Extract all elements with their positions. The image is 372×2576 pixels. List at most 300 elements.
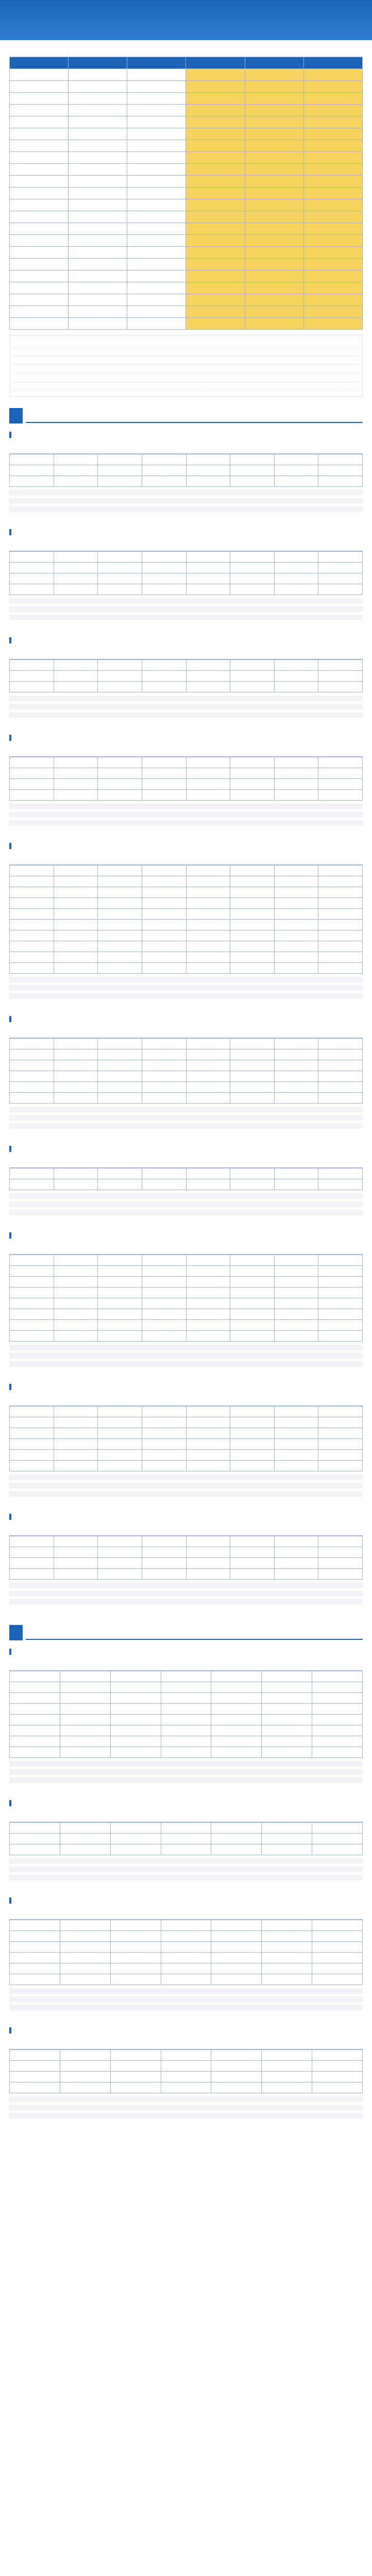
section-table-cell xyxy=(10,952,54,963)
section-table-cell xyxy=(142,1417,186,1428)
summary-table-cell xyxy=(303,235,362,247)
summary-table-cell xyxy=(303,259,362,270)
summary-table-cell xyxy=(303,164,362,176)
section-table-row xyxy=(10,1331,363,1342)
section-table-cell xyxy=(230,866,275,876)
note-line xyxy=(9,1361,363,1367)
section-table-row xyxy=(10,887,363,898)
note-line xyxy=(9,506,363,512)
section-table-cell xyxy=(318,454,363,465)
summary-table-cell xyxy=(303,152,362,164)
section-table-cell xyxy=(186,476,230,487)
summary-table-row xyxy=(10,306,363,318)
summary-table-cell xyxy=(10,235,69,247)
summary-table-cell xyxy=(303,116,362,128)
summary-table-cell xyxy=(10,318,69,330)
section-table-cell xyxy=(274,476,318,487)
section-table-cell xyxy=(98,898,142,909)
section-table-cell xyxy=(186,1331,230,1342)
section-table-cell xyxy=(262,1844,312,1855)
section-table-cell xyxy=(230,660,275,671)
section-table-cell xyxy=(142,941,186,952)
section-table-cell xyxy=(318,876,363,887)
section-table-cell xyxy=(161,2072,211,2082)
section-table-row xyxy=(10,1963,363,1974)
section-table-cell xyxy=(60,1736,110,1747)
section-table-cell xyxy=(142,682,186,692)
section-table-cell xyxy=(10,768,54,779)
note-line xyxy=(9,2005,363,2010)
section-table-cell xyxy=(186,552,230,563)
section-table-cell xyxy=(274,1428,318,1439)
section-subtitle xyxy=(9,2039,363,2047)
section-table-cell xyxy=(98,1039,142,1049)
section-table-cell xyxy=(211,1963,262,1974)
section-price-table xyxy=(9,1038,363,1104)
section-table-cell xyxy=(274,1255,318,1266)
section-table-cell xyxy=(142,573,186,584)
summary-table-row xyxy=(10,69,363,81)
section-table-cell xyxy=(274,563,318,573)
section-table-cell xyxy=(98,876,142,887)
summary-table-cell xyxy=(186,81,245,93)
section-table-cell xyxy=(10,1439,54,1450)
section-table-cell xyxy=(274,1536,318,1547)
summary-table-cell xyxy=(245,69,303,81)
section-table-cell xyxy=(60,1823,110,1834)
section-table-cell xyxy=(98,930,142,941)
section-table-cell xyxy=(54,941,98,952)
section-table-cell xyxy=(186,1255,230,1266)
section-table-cell xyxy=(54,1071,98,1082)
section-table-cell xyxy=(318,1309,363,1320)
section-table-cell xyxy=(54,1255,98,1266)
section-table-cell xyxy=(110,1736,161,1747)
note-line xyxy=(9,712,363,718)
summary-table-cell xyxy=(245,164,303,176)
summary-table-cell xyxy=(69,270,127,282)
section-table-cell xyxy=(312,1963,363,1974)
note-line xyxy=(9,490,363,496)
section-table-cell xyxy=(161,1953,211,1963)
section-table-cell xyxy=(98,1287,142,1298)
summary-table-cell xyxy=(186,223,245,235)
section-table-cell xyxy=(230,563,275,573)
section-table-cell xyxy=(211,1920,262,1931)
section-table-cell xyxy=(318,584,363,595)
section-table-cell xyxy=(274,757,318,768)
section-table-cell xyxy=(54,1298,98,1309)
section-table-row xyxy=(10,1736,363,1747)
summary-table-cell xyxy=(127,164,186,176)
section-table-cell xyxy=(161,1974,211,1985)
section-table-cell xyxy=(142,1450,186,1461)
section-table-cell xyxy=(318,768,363,779)
summary-table-cell xyxy=(127,247,186,259)
section-table-cell xyxy=(318,1071,363,1082)
section-table-cell xyxy=(54,757,98,768)
summary-table-cell xyxy=(10,105,69,116)
section-table-cell xyxy=(10,1693,60,1704)
section-table-cell xyxy=(10,963,54,974)
section-table-cell xyxy=(312,1736,363,1747)
section-table-cell xyxy=(230,1569,275,1580)
summary-table-cell xyxy=(245,306,303,318)
section-table-cell xyxy=(10,1450,54,1461)
section-table-cell xyxy=(110,1942,161,1953)
section-table-cell xyxy=(274,1277,318,1287)
section-table-cell xyxy=(54,790,98,801)
section-table-cell xyxy=(10,790,54,801)
section-table-cell xyxy=(274,573,318,584)
section-table-row xyxy=(10,1060,363,1071)
summary-table-cell xyxy=(245,235,303,247)
summary-table-cell xyxy=(245,105,303,116)
section-table-cell xyxy=(98,1168,142,1179)
section-table-cell xyxy=(230,941,275,952)
section-table-cell xyxy=(230,909,275,920)
section-table-cell xyxy=(10,1834,60,1844)
section-table-cell xyxy=(274,671,318,682)
section-table-cell xyxy=(186,1461,230,1471)
section-table-cell xyxy=(54,768,98,779)
summary-table-row xyxy=(10,164,363,176)
section-table-cell xyxy=(318,1536,363,1547)
note-line xyxy=(9,1345,363,1350)
section-table-cell xyxy=(186,887,230,898)
section-title xyxy=(9,2026,363,2036)
section-table-cell xyxy=(142,1168,186,1179)
section-table-cell xyxy=(10,1309,54,1320)
section-table-cell xyxy=(186,930,230,941)
summary-table-cell xyxy=(245,270,303,282)
note-line xyxy=(9,993,363,999)
section-table-cell xyxy=(98,1049,142,1060)
section-table-cell xyxy=(186,660,230,671)
section-table-cell xyxy=(142,476,186,487)
section-table-cell xyxy=(54,876,98,887)
summary-header-cell xyxy=(10,57,69,69)
section-table-cell xyxy=(186,898,230,909)
section-table-cell xyxy=(274,1569,318,1580)
section-table-cell xyxy=(230,1309,275,1320)
section-table-cell xyxy=(318,573,363,584)
section-table-cell xyxy=(312,1834,363,1844)
section-table-cell xyxy=(60,1704,110,1715)
section-table-cell xyxy=(186,1082,230,1093)
section-table-cell xyxy=(10,682,54,692)
summary-table-cell xyxy=(69,140,127,152)
section-table-cell xyxy=(54,1179,98,1190)
note-line xyxy=(9,606,363,612)
section-table-row xyxy=(10,866,363,876)
section-table-cell xyxy=(10,1963,60,1974)
summary-table-cell xyxy=(127,282,186,294)
section-table-cell xyxy=(98,1277,142,1287)
section-table-cell xyxy=(318,1049,363,1060)
section-table-cell xyxy=(318,1569,363,1580)
section-table-cell xyxy=(10,1547,54,1558)
summary-table-row xyxy=(10,188,363,199)
section-table-cell xyxy=(262,1671,312,1682)
note-line xyxy=(9,1107,363,1112)
section-table-cell xyxy=(186,1168,230,1179)
summary-table-cell xyxy=(69,223,127,235)
section-table-cell xyxy=(142,963,186,974)
section-table-cell xyxy=(98,887,142,898)
section-table-cell xyxy=(211,1736,262,1747)
section-table-cell xyxy=(318,1266,363,1277)
section-table-cell xyxy=(142,1309,186,1320)
section-table-cell xyxy=(98,768,142,779)
section-table-cell xyxy=(54,898,98,909)
summary-table-cell xyxy=(69,116,127,128)
section-table-cell xyxy=(230,1287,275,1298)
section-table-cell xyxy=(54,454,98,465)
summary-table-cell xyxy=(303,128,362,140)
section-table-cell xyxy=(98,779,142,790)
section-table-cell xyxy=(230,1277,275,1287)
section-title xyxy=(9,1145,363,1154)
summary-table-cell xyxy=(69,176,127,188)
section-table-cell xyxy=(186,941,230,952)
section-table-cell xyxy=(142,1439,186,1450)
section-table-cell xyxy=(10,920,54,930)
section-table-cell xyxy=(211,1693,262,1704)
section-table-cell xyxy=(230,920,275,930)
section-table-cell xyxy=(10,1461,54,1471)
section-table-cell xyxy=(142,1266,186,1277)
price-section xyxy=(9,636,363,726)
section-table-cell xyxy=(211,1823,262,1834)
section-table-cell xyxy=(54,476,98,487)
section-table-cell xyxy=(318,1287,363,1298)
section-table-cell xyxy=(54,660,98,671)
section-table-cell xyxy=(274,920,318,930)
summary-table-cell xyxy=(186,164,245,176)
section-table-cell xyxy=(312,1920,363,1931)
section-table-cell xyxy=(186,1179,230,1190)
section-table-row xyxy=(10,779,363,790)
note-line xyxy=(9,615,363,620)
section-table-cell xyxy=(54,866,98,876)
summary-table-cell xyxy=(245,318,303,330)
section-table-cell xyxy=(312,2061,363,2072)
section-table-cell xyxy=(312,1693,363,1704)
section-table-cell xyxy=(318,1428,363,1439)
section-table-row xyxy=(10,563,363,573)
summary-table-cell xyxy=(245,294,303,306)
section-table-row xyxy=(10,2050,363,2061)
section-table-cell xyxy=(274,1060,318,1071)
section-table-cell xyxy=(211,1747,262,1758)
summary-table-cell xyxy=(303,81,362,93)
summary-table-cell xyxy=(10,223,69,235)
note-line xyxy=(9,985,363,991)
section-table-cell xyxy=(186,779,230,790)
summary-table-cell xyxy=(10,176,69,188)
summary-table-cell xyxy=(127,105,186,116)
section-table-cell xyxy=(274,952,318,963)
summary-table-cell xyxy=(10,188,69,199)
section-table-cell xyxy=(110,1953,161,1963)
section-title xyxy=(9,1383,363,1392)
section-table-cell xyxy=(98,1558,142,1569)
section-table-cell xyxy=(142,768,186,779)
section-table-cell xyxy=(110,1834,161,1844)
summary-table-cell xyxy=(186,116,245,128)
section-table-cell xyxy=(262,1715,312,1725)
summary-price-table xyxy=(9,57,363,330)
section-table-cell xyxy=(110,1931,161,1942)
summary-table-row xyxy=(10,105,363,116)
section-table-cell xyxy=(318,898,363,909)
note-line xyxy=(9,1491,363,1497)
section-table-cell xyxy=(230,1179,275,1190)
price-section xyxy=(9,842,363,1008)
section-table-row xyxy=(10,1287,363,1298)
section-table-cell xyxy=(230,1417,275,1428)
section-table-cell xyxy=(142,1331,186,1342)
section-table-cell xyxy=(211,1844,262,1855)
section-subtitle xyxy=(9,1811,363,1820)
summary-table-cell xyxy=(303,69,362,81)
section-table-cell xyxy=(98,584,142,595)
section-table-cell xyxy=(211,2050,262,2061)
section-table-cell xyxy=(110,2072,161,2082)
note-line xyxy=(9,1988,363,1994)
section-table-cell xyxy=(274,876,318,887)
section-table-cell xyxy=(10,909,54,920)
summary-table-cell xyxy=(127,140,186,152)
section-table-cell xyxy=(186,952,230,963)
section-table-cell xyxy=(98,909,142,920)
section-table-cell xyxy=(274,963,318,974)
summary-table-cell xyxy=(303,199,362,211)
section-table-cell xyxy=(186,465,230,476)
summary-table-cell xyxy=(186,318,245,330)
section-table-cell xyxy=(312,1682,363,1693)
section-table-row xyxy=(10,1255,363,1266)
section-table-cell xyxy=(274,1309,318,1320)
summary-table-cell xyxy=(69,235,127,247)
part-title xyxy=(26,409,363,423)
note-line xyxy=(9,1858,363,1864)
section-table-cell xyxy=(110,1715,161,1725)
summary-table-row xyxy=(10,116,363,128)
section-title xyxy=(9,1648,363,1657)
section-table-cell xyxy=(230,1071,275,1082)
summary-table-cell xyxy=(245,81,303,93)
section-table-cell xyxy=(98,465,142,476)
section-table-row xyxy=(10,2072,363,2082)
section-table-cell xyxy=(98,573,142,584)
section-table-cell xyxy=(10,2072,60,2082)
section-table-cell xyxy=(10,930,54,941)
section-price-table xyxy=(9,1167,363,1190)
section-table-row xyxy=(10,454,363,465)
section-table-cell xyxy=(318,1277,363,1287)
summary-table-cell xyxy=(69,93,127,105)
section-table-cell xyxy=(211,1725,262,1736)
section-table-cell xyxy=(10,454,54,465)
section-table-cell xyxy=(230,1082,275,1093)
section-table-cell xyxy=(10,1536,54,1547)
summary-table-cell xyxy=(186,199,245,211)
section-table-cell xyxy=(142,584,186,595)
section-table-cell xyxy=(10,1747,60,1758)
summary-table-cell xyxy=(245,93,303,105)
summary-table-cell xyxy=(245,176,303,188)
section-table-cell xyxy=(54,1082,98,1093)
section-table-cell xyxy=(142,866,186,876)
section-price-table xyxy=(9,453,363,487)
summary-table-body xyxy=(10,69,363,330)
section-table-cell xyxy=(230,1428,275,1439)
section-table-cell xyxy=(10,1682,60,1693)
summary-table-row xyxy=(10,140,363,152)
section-table-cell xyxy=(312,1974,363,1985)
section-table-cell xyxy=(318,1060,363,1071)
section-notes xyxy=(9,598,363,629)
summary-table-row xyxy=(10,235,363,247)
section-table-cell xyxy=(211,2082,262,2093)
note-line xyxy=(14,341,358,347)
summary-table-cell xyxy=(127,270,186,282)
section-notes xyxy=(9,977,363,1008)
section-table-cell xyxy=(161,1823,211,1834)
section-table-cell xyxy=(54,563,98,573)
summary-table-cell xyxy=(10,270,69,282)
part-letter xyxy=(9,408,23,423)
section-table-row xyxy=(10,1179,363,1190)
section-table-cell xyxy=(211,1715,262,1725)
section-table-cell xyxy=(142,930,186,941)
section-table-cell xyxy=(274,1168,318,1179)
section-table-cell xyxy=(60,1671,110,1682)
section-table-cell xyxy=(161,1704,211,1715)
section-table-row xyxy=(10,1461,363,1471)
section-table-cell xyxy=(274,660,318,671)
section-table-cell xyxy=(274,768,318,779)
section-table-cell xyxy=(161,1736,211,1747)
section-table-cell xyxy=(318,909,363,920)
summary-header-cell xyxy=(127,57,186,69)
note-line xyxy=(9,598,363,604)
summary-table-cell xyxy=(10,116,69,128)
summary-table-cell xyxy=(303,306,362,318)
section-table-row xyxy=(10,1693,363,1704)
section-table-row xyxy=(10,660,363,671)
section-table-cell xyxy=(312,2050,363,2061)
summary-table-row xyxy=(10,294,363,306)
section-table-cell xyxy=(262,1942,312,1953)
section-table-cell xyxy=(274,1266,318,1277)
section-table-cell xyxy=(98,1331,142,1342)
section-table-row xyxy=(10,952,363,963)
section-table-cell xyxy=(186,1298,230,1309)
section-table-cell xyxy=(54,1093,98,1104)
note-line xyxy=(9,1599,363,1605)
section-table-cell xyxy=(98,1309,142,1320)
note-line xyxy=(14,376,358,382)
section-table-cell xyxy=(230,573,275,584)
note-line xyxy=(9,1583,363,1588)
summary-table-cell xyxy=(127,199,186,211)
section-table-cell xyxy=(60,1942,110,1953)
section-table-cell xyxy=(186,1417,230,1428)
section-table-cell xyxy=(230,476,275,487)
